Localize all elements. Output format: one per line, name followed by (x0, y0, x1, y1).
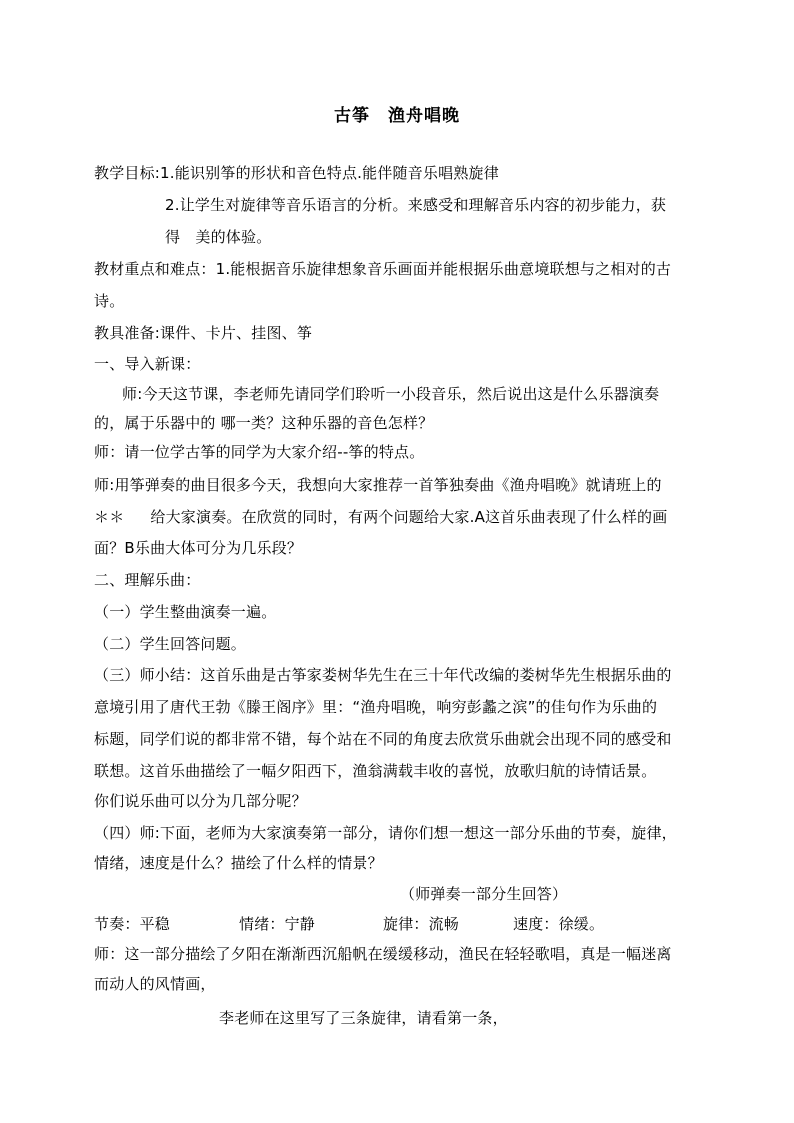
section-2-item-4-line-1: （四）师:下面，老师为大家演奏第一部分，请你们想一想这一部分乐曲的节奏，旋律， (94, 824, 677, 842)
objectives-line-2: 2.让学生对旋律等音乐语言的分析。来感受和理解音乐内容的初步能力，获 (165, 196, 667, 214)
section-2-item-2: （二）学生回答问题。 (94, 635, 247, 653)
attribute-melody: 旋律：流畅 (383, 915, 460, 933)
document-title: 古筝 渔舟唱晚 (334, 106, 460, 126)
attribute-rhythm: 节奏：平稳 (94, 915, 171, 933)
section-1-paragraph-3-line-2 (94, 507, 667, 527)
section-2-paragraph-line-1: 师：这一部分描绘了夕阳在渐渐西沉船帆在缓缓移动，渔民在轻轻歌唱，真是一幅迷离 (94, 945, 672, 963)
section-2-heading: 二、理解乐曲： (94, 571, 201, 589)
objectives-line-1: 教学目标:1.能识别筝的形状和音色特点.能伴随音乐唱熟旋律 (94, 164, 499, 182)
section-2-item-1: （一）学生整曲演奏一遍。 (94, 603, 277, 621)
section-2-paragraph-line-3: 李老师在这里写了三条旋律，请看第一条， (219, 1009, 508, 1027)
section-2-item-3-line-4: 联想。这首乐曲描绘了一幅夕阳西下，渔翁满载丰收的喜悦，放歌归航的诗情话景。 (94, 762, 657, 780)
section-1-heading: 一、导入新课： (94, 355, 201, 373)
key-points-line-1: 教材重点和难点：1.能根据音乐旋律想象音乐画面并能根据乐曲意境联想与之相对的古 (94, 260, 672, 278)
section-1-paragraph-3-line-1: 师:用筝弹奏的曲目很多今天，我想向大家推荐一首筝独奏曲《渔舟唱晚》就请班上的 (94, 476, 662, 494)
student-placeholder-stars: ＊＊ (94, 508, 125, 526)
section-1-paragraph-1-line-2: 的，属于乐器中的 哪一类？这种乐器的音色怎样？ (94, 414, 434, 432)
attribute-speed: 速度：徐缓。 (513, 915, 605, 933)
attribute-mood: 情绪：宁静 (239, 915, 316, 933)
objectives-line-3: 得 美的体验。 (165, 228, 272, 246)
section-2-item-3-line-5: 你们说乐曲可以分为几部分呢？ (94, 792, 307, 810)
teacher-demo-note: （师弹奏一部分生回答） (400, 885, 568, 903)
section-2-item-3-line-1: （三）师小结：这首乐曲是古筝家娄树华先生在三十年代改编的娄树华先生根据乐曲的 (94, 666, 672, 684)
section-2-item-3-line-3: 标题，同学们说的都非常不错，每个站在不同的角度去欣赏乐曲就会出现不同的感受和 (94, 730, 672, 748)
materials-line: 教具准备:课件、卡片、挂图、筝 (94, 324, 313, 342)
section-2-item-4-line-2: 情绪，速度是什么？描绘了什么样的情景？ (94, 854, 383, 872)
section-1-paragraph-2: 师：请一位学古筝的同学为大家介绍--筝的特点。 (94, 443, 425, 461)
section-1-paragraph-1-line-1: 师:今天这节课，李老师先请同学们聆听一小段音乐，然后说出这是什么乐器演奏 (122, 385, 660, 403)
section-2-item-3-line-2: 意境引用了唐代王勃《滕王阁序》里：“渔舟唱晚，响穷彭蠡之滨”的佳句作为乐曲的 (94, 698, 658, 716)
section-1-paragraph-3-line-3: 面？B乐曲大体可分为几乐段？ (94, 539, 303, 557)
key-points-line-2: 诗。 (94, 292, 125, 310)
section-2-paragraph-line-2: 而动人的风情画， (94, 975, 216, 993)
section-1-paragraph-3-line-2-text: 给大家演奏。在欣赏的同时，有两个问题给大家.A这首乐曲表现了什么样的画 (150, 508, 668, 526)
